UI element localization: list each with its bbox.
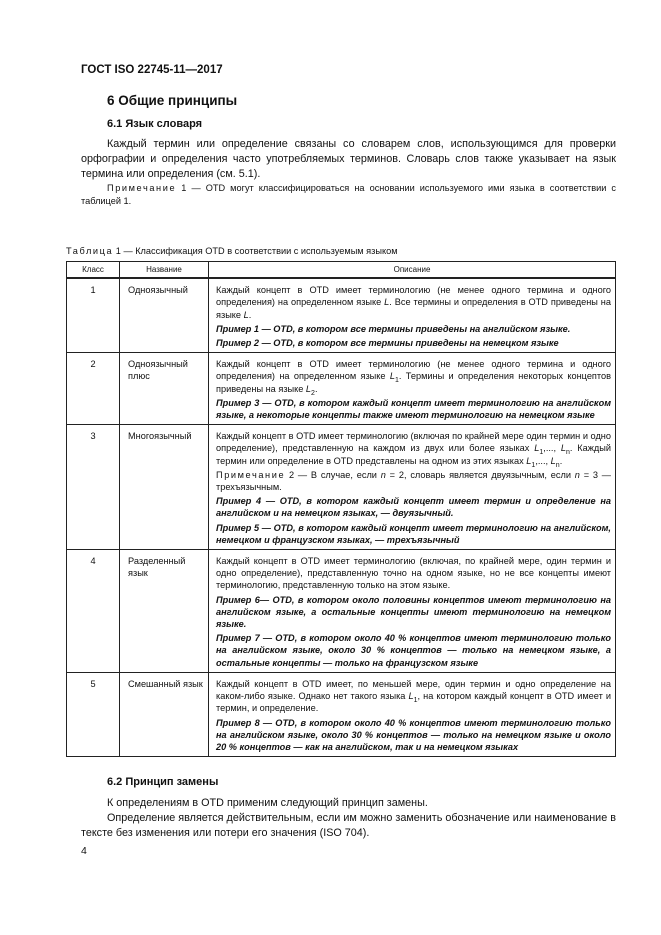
table-note: Примечание 2 — В случае, если n = 2, словарь является двуязычным, если n = 3 — трехъязычным. xyxy=(216,469,611,493)
header-description: Описание xyxy=(209,262,616,279)
page-number: 4 xyxy=(81,845,87,857)
subsection-heading-6-2: 6.2 Принцип замены xyxy=(107,776,219,788)
table-caption: Таблица 1 — Классификация OTD в соответствии с используемым языком xyxy=(66,246,398,256)
document-id: ГОСТ ISO 22745-11—2017 xyxy=(81,64,223,76)
paragraph-vocabulary: Каждый термин или определение связаны со словарем слов, использующимся для проверки орфографии и определения часто употребляемых терминов. Словарь слов также указывает на язык термина или определения (см. 5.1). xyxy=(81,138,616,180)
name-cell: Разделенный язык xyxy=(120,550,209,673)
name-cell: Смешанный язык xyxy=(120,672,209,756)
name-cell: Многоязычный xyxy=(120,425,209,550)
paragraph-substitution-rule: Определение является действительным, если им можно заменить обозначение или наименование в тексте без изменения или потери его значения (ISO 704). xyxy=(81,812,616,839)
table-row xyxy=(67,353,616,425)
header-class: Класс xyxy=(67,262,120,279)
subsection-heading-6-1: 6.1 Язык словаря xyxy=(107,118,203,130)
section-heading: 6 Общие принципы xyxy=(107,93,238,108)
note-1: Примечание 1 — OTD могут классифицироваться на основании используемого ими языка в соответствии с таблицей 1. xyxy=(81,183,616,206)
class-cell: 1 xyxy=(67,278,120,353)
table-row xyxy=(67,425,616,550)
description-cell: Каждый концепт в OTD имеет терминологию (не менее одного термина и одного определения) на определенном языке L. Все термины и определения в OTD приведены на языке L. Пример 1 — OTD, в котором все термины приведены на английском языке. Пример 2 — OTD, в котором все термины приведены на немецком языке xyxy=(209,278,616,353)
class-cell: 5 xyxy=(67,672,120,756)
class-cell: 3 xyxy=(67,425,120,550)
table-row xyxy=(67,550,616,673)
class-cell: 2 xyxy=(67,353,120,425)
header-name: Название xyxy=(120,262,209,279)
example-text: Пример 2 — OTD, в котором все термины приведены на немецком языке xyxy=(216,338,559,349)
name-cell: Одноязычный xyxy=(120,278,209,353)
example-text: Пример 8 — OTD, в котором около 40 % концептов имеют терминологию только на английском языке, около 30 % концептов — только на немецком языке и около 20 % концептов — как на английском, так и на немецком языках xyxy=(216,717,611,752)
table-header-row xyxy=(67,262,616,279)
example-text: Пример 7 — OTD, в котором около 40 % концептов имеют терминологию только на английском языке, около 30 % концептов — только на немецком языке, а остальные концепты — только на французском языке xyxy=(216,633,611,668)
table-row xyxy=(67,672,616,756)
description-cell: Каждый концепт в OTD имеет терминологию (не менее одного термина и одного определения) на определенном языке $L_1$. Термины и определения некоторых концептов приведены на языке $L_2$. Пример 3 — OTD, в котором каждый концепт имеет терминологию на английском языке, а некоторые концепты также имеют терминологию на немецком языке xyxy=(209,353,616,425)
description-cell: Каждый концепт в OTD имеет, по меньшей мере, один термин и одно определение на каком-либо языке. Однако нет такого языка $L_1$, на котором каждый концепт в OTD имеет и термин, и определение. Пример 8 — OTD, в котором около 40 % концептов имеют терминологию только на английском языке, около 30 % концептов — только на немецком языке и около 20 % концептов — как на английском, так и на немецком языках xyxy=(209,672,616,756)
class-cell: 4 xyxy=(67,550,120,673)
example-text: Пример 3 — OTD, в котором каждый концепт имеет терминологию на английском языке, а некоторые концепты также имеют терминологию на немецком языке xyxy=(216,397,611,421)
table-row xyxy=(67,278,616,353)
description-cell: Каждый концепт в OTD имеет терминологию (включая по крайней мере один термин и одно определение), представленную на каждом из двух или более языках $L_1$,..., $L_n$. Каждый термин или определение в OTD представлены на одном из этих языках $L_1$,..., $L_n$. Примечание 2 — В случае, если n = 2, словарь является двуязычным, если n = 3 — трехъязычным. Пример 4 — OTD, в котором каждый концепт имеет термин и определение на английском и на немецком языках, — двуязычный. Пример 5 — OTD, в котором каждый концепт имеет терминологию на английском, немецком и французском языках, — трехъязычный xyxy=(209,425,616,550)
example-text: Пример 6— OTD, в котором около половины концептов имеют терминологию на английском языке, а остальные концепты имеют терминологию на немецком языке. xyxy=(216,594,611,630)
example-text: Пример 4 — OTD, в котором каждый концепт имеет термин и определение на английском и на немецком языках, — двуязычный. xyxy=(216,496,611,519)
description-cell: Каждый концепт в OTD имеет терминологию (включая, по крайней мере, один термин и одно определение), представленную точно на одном языке, но не все концепты имеют терминологию, представленную только на этом языке. Пример 6— OTD, в котором около половины концептов имеют терминологию на английском языке, а остальные концепты имеют терминологию на немецком языке. Пример 7 — OTD, в котором около 40 % концептов имеют терминологию только на английском языке, около 30 % концептов — только на немецком языке, а остальные концепты — только на французском языке xyxy=(209,550,616,673)
paragraph-substitution-intro: К определениям в OTD применим следующий принцип замены. xyxy=(107,797,428,809)
example-text: Пример 5 — OTD, в котором каждый концепт имеет терминологию на английском, немецком и французском языках, — трехъязычный xyxy=(216,522,611,545)
classification-table xyxy=(66,261,616,757)
name-cell: Одноязычный плюс xyxy=(120,353,209,425)
example-text: Пример 1 — OTD, в котором все термины приведены на английском языке. xyxy=(216,323,571,334)
